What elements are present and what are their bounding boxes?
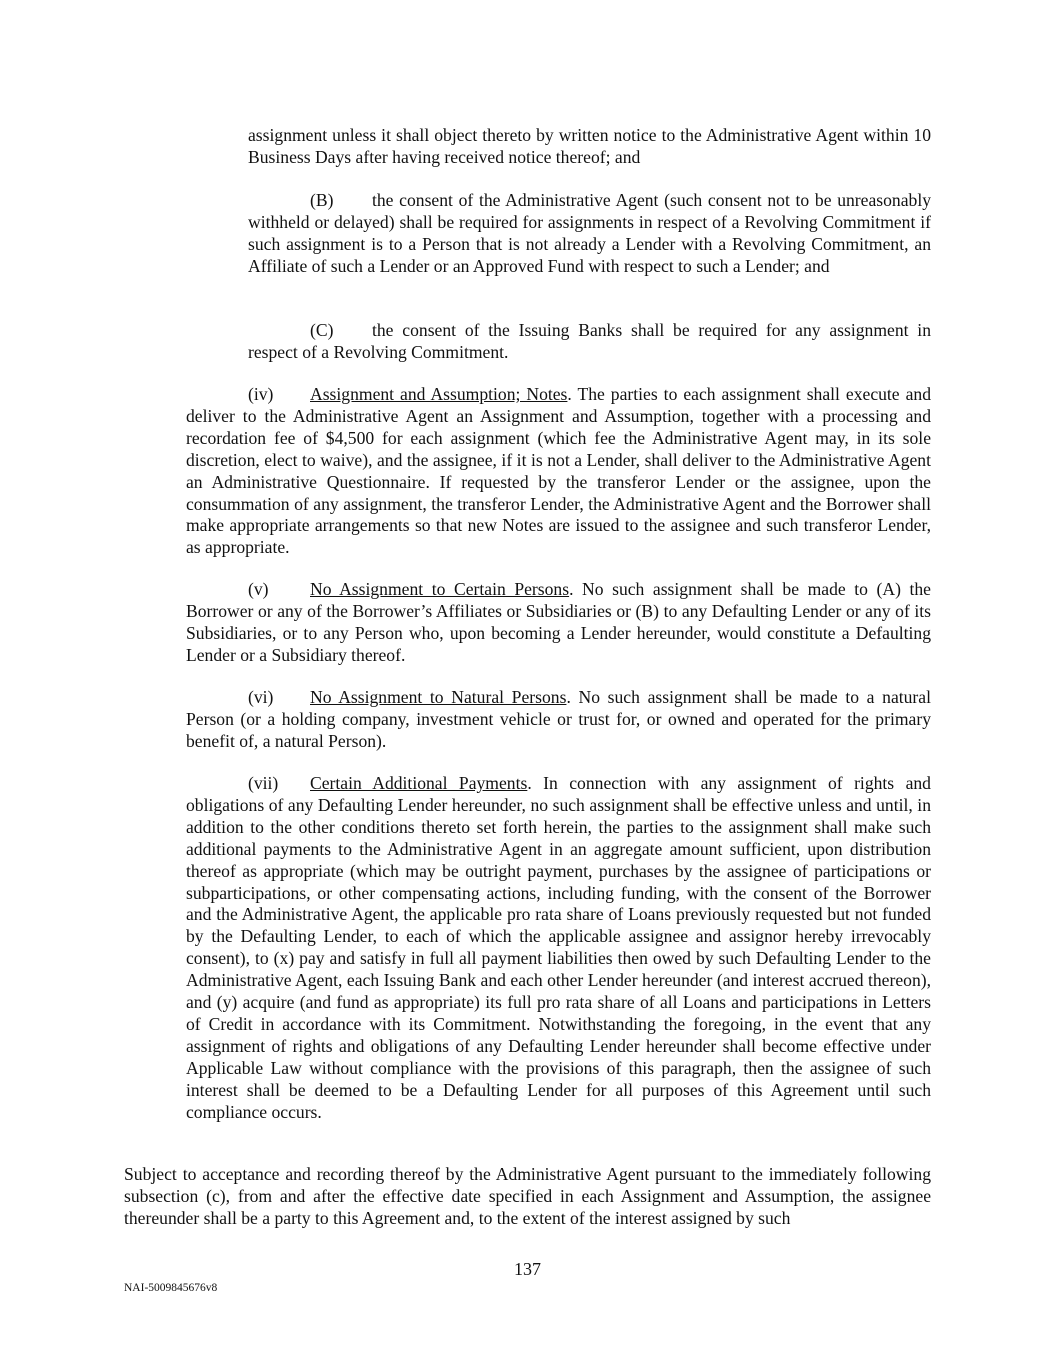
clause-heading: Assignment and Assumption; Notes xyxy=(310,384,568,404)
paragraph-iv xyxy=(186,384,931,559)
clause-text: . In connection with any assignment of rights and obligations of any Defaulting Lender hereunder, no such assignment shall be effective unless and until, in addition to the other conditions thereto set forth herein, the parties to the assignment shall make such additional payments to the Administrative Agent in an aggregate amount sufficient, upon distribution thereof as appropriate (which may be outright payment, purchases by the assignee of participations or subparticipations, or other compensating actions, including funding, with the consent of the Borrower and the Administrative Agent, the applicable pro rata share of Loans previously requested but not funded by the Defaulting Lender, to each of which the applicable assignee and assignor hereby irrevocably consent), to (x) pay and satisfy in full all payment liabilities then owed by such Defaulting Lender to the Administrative Agent, each Issuing Bank and each other Lender hereunder (and interest accrued thereon), and (y) acquire (and fund as appropriate) its full pro rata share of all Loans and participations in Letters of Credit in accordance with its Commitment. Notwithstanding the foregoing, in the event that any assignment of rights and obligations of any Defaulting Lender hereunder shall become effective under Applicable Law without compliance with the provisions of this paragraph, then the assignee of such interest shall be deemed to be a Defaulting Lender for all purposes of this Agreement until such compliance occurs. xyxy=(186,773,931,1122)
clause-number: (C) xyxy=(310,320,334,340)
clause-text: the consent of the Issuing Banks shall be required for any assignment in respect of a Revolving Commitment. xyxy=(248,320,931,362)
paragraph-subject-to-acceptance: Subject to acceptance and recording thereof by the Administrative Agent pursuant to the immediately following subsection (c), from and after the effective date specified in each Assignment and Assumption, the assignee thereunder shall be a party to this Agreement and, to the extent of the interest assigned by such xyxy=(124,1164,931,1228)
clause-number: (B) xyxy=(310,190,334,210)
paragraph-v xyxy=(186,579,931,667)
clause-number: (iv) xyxy=(248,384,274,404)
clause-number: (vii) xyxy=(248,773,279,793)
clause-text: . No such assignment shall be made to (A) the Borrower or any of the Borrower’s Affiliates or Subsidiaries or (B) to any Defaulting Lender or any of its Subsidiaries, or to any Person who, upon becoming a Lender hereunder, would constitute a Defaulting Lender or a Subsidiary thereof. xyxy=(186,579,931,665)
clause-heading: No Assignment to Certain Persons xyxy=(310,579,570,599)
clause-text: . No such assignment shall be made to a natural Person (or a holding company, investment vehicle or trust for, or owned and operated for the primary benefit of, a natural Person). xyxy=(186,687,931,751)
clause-heading: Certain Additional Payments xyxy=(310,773,528,793)
document-id: NAI-5009845676v8 xyxy=(124,1282,218,1294)
clause-number: (vi) xyxy=(248,687,274,707)
clause-text: . The parties to each assignment shall execute and deliver to the Administrative Agent an Assignment and Assumption, together with a processing and recordation fee of $4,500 for each assignment (which fee the Administrative Agent may, in its sole discretion, elect to waive), and the assignee, if it is not a Lender, shall deliver to the Administrative Agent an Administrative Questionnaire. If requested by the transferor Lender or the assignee, upon the consummation of any assignment, the transferor Lender, the Administrative Agent and the Borrower shall make appropriate arrangements so that new Notes are issued to the assignee and such transferor Lender, as appropriate. xyxy=(186,384,931,558)
clause-heading: No Assignment to Natural Persons xyxy=(310,687,567,707)
clause-number: (v) xyxy=(248,579,269,599)
page-number: 137 xyxy=(514,1259,541,1279)
paragraph-continuation: assignment unless it shall object thereto by written notice to the Administrative Agent within 10 Business Days after having received notice thereof; and xyxy=(248,125,931,167)
paragraph-vii xyxy=(186,773,931,1124)
clause-text: the consent of the Administrative Agent (such consent not to be unreasonably withheld or delayed) shall be required for assignments in respect of a Revolving Commitment if such assignment is to a Person that is not already a Lender with a Revolving Commitment, an Affiliate of such a Lender or an Approved Fund with respect to such a Lender; and xyxy=(248,190,931,276)
paragraph-vi xyxy=(186,687,931,753)
paragraph-b xyxy=(248,190,931,278)
paragraph-c xyxy=(248,320,931,364)
